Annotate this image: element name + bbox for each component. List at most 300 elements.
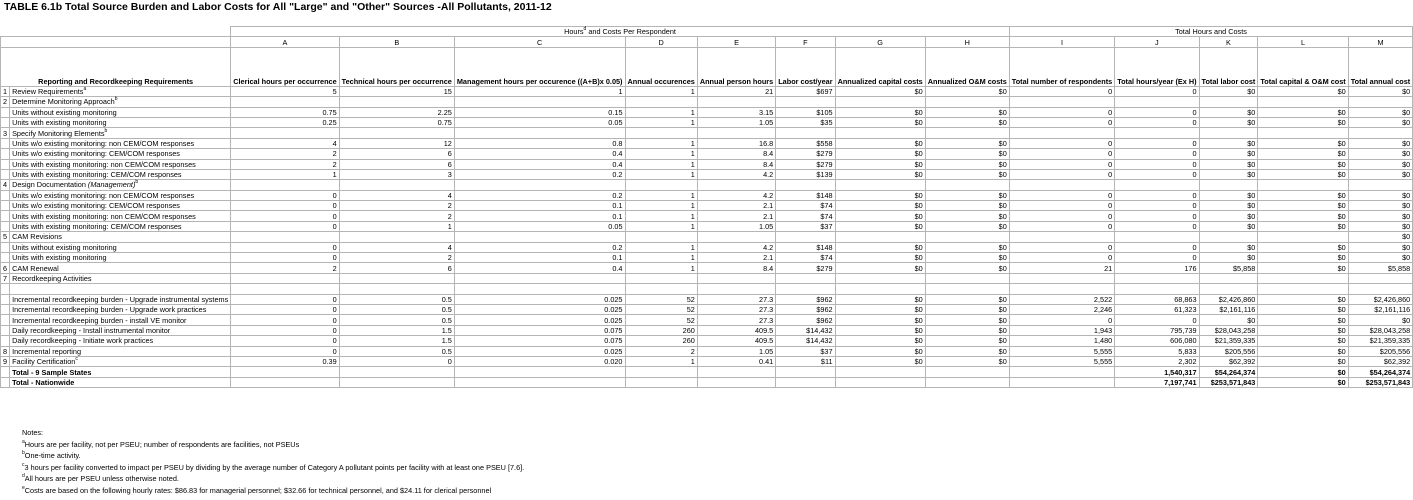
column-letter: D [625, 37, 697, 47]
row-label [10, 377, 231, 387]
row-label-text: Review Requirements [12, 86, 84, 96]
row-label [10, 294, 231, 304]
cell-value [1009, 273, 1114, 283]
cell-value: 1 [625, 107, 697, 117]
cell-value [776, 180, 835, 190]
cell-value: $21,359,335 [1348, 336, 1412, 346]
cell-value: 2.1 [697, 253, 775, 263]
cell-value: 52 [625, 304, 697, 314]
cell-value: 260 [625, 325, 697, 335]
cell-value: 1.5 [339, 336, 454, 346]
row-index [1, 149, 10, 159]
cell-value: $0 [1348, 117, 1412, 127]
column-header: Management hours per occurence ((A+B)x 0.05) [454, 47, 625, 86]
row-label-text: Units with existing monitoring: non CEM/COM responses [12, 159, 196, 169]
row-label-text: Daily recordkeeping - Initiate work practices [12, 336, 154, 346]
cell-value: $0 [1199, 149, 1258, 159]
cell-value: $0 [925, 356, 1009, 366]
row-label [10, 86, 231, 96]
cell-value [454, 377, 625, 387]
cell-value: 0.5 [339, 304, 454, 314]
cell-value: 0.4 [454, 263, 625, 273]
cell-value: 52 [625, 294, 697, 304]
cell-value: $0 [835, 211, 925, 221]
column-letter: G [835, 37, 925, 47]
column-letter: F [776, 37, 835, 47]
row-index [1, 242, 10, 252]
cell-value: 0 [1115, 315, 1199, 325]
cell-value [1348, 97, 1412, 107]
cell-value: 0.025 [454, 294, 625, 304]
blank-corner-2 [1, 37, 231, 47]
table-row [1, 211, 1413, 221]
row-label [10, 159, 231, 169]
row-label [10, 149, 231, 159]
footnote [22, 451, 81, 460]
cell-value: 1.5 [339, 325, 454, 335]
cell-value: 0 [1009, 117, 1114, 127]
cell-value: $62,392 [1199, 356, 1258, 366]
cell-value: $205,556 [1348, 346, 1412, 356]
cell-value: 8.4 [697, 159, 775, 169]
cell-value: 2,302 [1115, 356, 1199, 366]
cell-value: 12 [339, 138, 454, 148]
cell-value [925, 377, 1009, 387]
cell-value: 27.3 [697, 294, 775, 304]
cell-value: $0 [1348, 138, 1412, 148]
column-letter: L [1258, 37, 1348, 47]
cell-value [1009, 97, 1114, 107]
cell-value [1348, 180, 1412, 190]
cell-value [1348, 273, 1412, 283]
cell-value: 1 [625, 253, 697, 263]
cell-value: $0 [835, 117, 925, 127]
cell-value: 0.25 [231, 117, 339, 127]
cell-value: $0 [1258, 263, 1348, 273]
row-label-italic: (Management) [87, 180, 136, 190]
cell-value: 409.5 [697, 325, 775, 335]
cell-value: 4.2 [697, 190, 775, 200]
table-row [1, 128, 1413, 138]
column-header: Annual occurences [625, 47, 697, 86]
cell-value [1258, 232, 1348, 242]
cell-value [1199, 284, 1258, 294]
cell-value: 1 [625, 190, 697, 200]
cell-value: 4 [339, 242, 454, 252]
footnote-text: One-time activity. [24, 451, 81, 461]
cell-value [697, 273, 775, 283]
column-header: Technical hours per occurrence [339, 47, 454, 86]
row-label-text: Units w/o existing monitoring: non CEM/COM responses [12, 138, 195, 148]
cell-value: $0 [835, 159, 925, 169]
row-label-footnote: c [75, 356, 78, 363]
row-label [10, 284, 231, 294]
row-label [10, 263, 231, 273]
cell-value [1258, 180, 1348, 190]
row-label [10, 117, 231, 127]
row-index [1, 253, 10, 263]
row-label-text: CAM Revisions [12, 232, 62, 242]
cell-value: $0 [925, 169, 1009, 179]
cell-value: 4 [231, 138, 339, 148]
row-label [10, 346, 231, 356]
column-header: Annual person hours [697, 47, 775, 86]
cell-value: 1 [625, 201, 697, 211]
cell-value: $0 [1258, 325, 1348, 335]
row-index [1, 325, 10, 335]
row-label-text: Specify Monitoring Elements [12, 128, 105, 138]
cell-value: 68,863 [1115, 294, 1199, 304]
cell-value: 0.2 [454, 190, 625, 200]
cell-value: 4 [339, 190, 454, 200]
cell-value [454, 97, 625, 107]
cell-value: $0 [835, 315, 925, 325]
cell-value: $962 [776, 294, 835, 304]
cell-value [925, 367, 1009, 377]
row-label-text: Incremental recordkeeping burden - install VE monitor [12, 315, 187, 325]
cell-value [1115, 97, 1199, 107]
cell-value: 0 [231, 325, 339, 335]
column-header: Total number of respondents [1009, 47, 1114, 86]
table-row [1, 232, 1413, 242]
row-label [10, 211, 231, 221]
cell-value: 0.39 [231, 356, 339, 366]
table-row [1, 221, 1413, 231]
cell-value: 0 [1115, 221, 1199, 231]
cell-value: 1 [625, 159, 697, 169]
cell-value: $148 [776, 190, 835, 200]
row-label-text: Units with existing monitoring: CEM/COM responses [12, 222, 182, 232]
cell-value [697, 128, 775, 138]
row-index [1, 304, 10, 314]
cell-value: $0 [1348, 242, 1412, 252]
row-index [1, 284, 10, 294]
cell-value: $558 [776, 138, 835, 148]
cell-value: $0 [1199, 107, 1258, 117]
cell-value: 1,540,317 [1115, 367, 1199, 377]
cell-value: 0 [1115, 159, 1199, 169]
cell-value: $0 [925, 149, 1009, 159]
cell-value: 0 [1115, 107, 1199, 117]
cell-value: $0 [925, 242, 1009, 252]
cell-value: $0 [1258, 86, 1348, 96]
row-label-text: Determine Monitoring Approach [12, 97, 115, 107]
row-index [1, 169, 10, 179]
cell-value: 1,943 [1009, 325, 1114, 335]
cell-value: 0 [231, 294, 339, 304]
cell-value: $0 [1199, 190, 1258, 200]
cell-value: 0.5 [339, 294, 454, 304]
hours-rest-label: and Costs Per Respondent [586, 27, 676, 37]
table-row [1, 149, 1413, 159]
cell-value: 5 [231, 86, 339, 96]
cell-value: $0 [835, 242, 925, 252]
cell-value: 2 [231, 263, 339, 273]
table-row [1, 356, 1413, 366]
cell-value: 1 [625, 138, 697, 148]
row-label [10, 107, 231, 117]
cell-value: $253,571,843 [1199, 377, 1258, 387]
table-title: TABLE 6.1b Total Source Burden and Labor Costs for All "Large" and "Other" Sources -All Pollutants, 2011-12 [4, 1, 552, 13]
cell-value: 0 [1009, 211, 1114, 221]
cell-value: 0.4 [454, 159, 625, 169]
cell-value: 0.75 [339, 117, 454, 127]
table-row [1, 284, 1413, 294]
cell-value: $0 [925, 294, 1009, 304]
column-header: Total annual cost [1348, 47, 1412, 86]
cell-value: $0 [1258, 201, 1348, 211]
cell-value: 0 [1115, 117, 1199, 127]
cell-value: $0 [1199, 221, 1258, 231]
column-letter: K [1199, 37, 1258, 47]
cell-value [1115, 273, 1199, 283]
cell-value: $0 [925, 117, 1009, 127]
row-index [1, 190, 10, 200]
cell-value: 0.05 [454, 221, 625, 231]
footnote-text: Notes: [22, 428, 44, 437]
cell-value: $0 [1348, 253, 1412, 263]
cell-value: $0 [835, 201, 925, 211]
cell-value: $0 [1258, 346, 1348, 356]
cell-value: 6 [339, 159, 454, 169]
row-index: 6 [1, 263, 10, 273]
cell-value: $11 [776, 356, 835, 366]
cell-value: 5,555 [1009, 356, 1114, 366]
cell-value: $2,161,116 [1348, 304, 1412, 314]
cell-value [1009, 284, 1114, 294]
cell-value: 1 [625, 169, 697, 179]
cell-value [776, 128, 835, 138]
cell-value [1115, 128, 1199, 138]
row-label-text: Units with existing monitoring: CEM/COM responses [12, 170, 182, 180]
cell-value: $0 [925, 263, 1009, 273]
cell-value [835, 377, 925, 387]
cell-value: $0 [835, 304, 925, 314]
cell-value: 2,246 [1009, 304, 1114, 314]
cell-value: 0.025 [454, 315, 625, 325]
cell-value: 5,833 [1115, 346, 1199, 356]
footnote [22, 463, 524, 472]
cell-value: $0 [1199, 159, 1258, 169]
row-index: 2 [1, 97, 10, 107]
cell-value [454, 367, 625, 377]
cell-value: 2.1 [697, 201, 775, 211]
table-row [1, 263, 1413, 273]
cell-value [925, 273, 1009, 283]
cell-value: 0.2 [454, 242, 625, 252]
cell-value: 1 [625, 221, 697, 231]
row-label-text: Incremental recordkeeping burden - Upgrade instrumental systems [12, 294, 229, 304]
cell-value [776, 97, 835, 107]
row-index: 9 [1, 356, 10, 366]
table-row [1, 304, 1413, 314]
row-label-text: Total - Nationwide [12, 377, 75, 387]
cell-value [454, 128, 625, 138]
row-label [10, 304, 231, 314]
table-row [1, 138, 1413, 148]
cell-value: 0 [1115, 253, 1199, 263]
cell-value [1009, 377, 1114, 387]
cell-value: $0 [1348, 232, 1412, 242]
cell-value [339, 273, 454, 283]
cell-value: $279 [776, 263, 835, 273]
table-row [1, 190, 1413, 200]
row-header-label: Reporting and Recordkeeping Requirements [1, 47, 231, 86]
footnote-marker: e [22, 485, 25, 491]
cell-value [697, 284, 775, 294]
table-row [1, 253, 1413, 263]
cell-value: 2 [231, 159, 339, 169]
row-index [1, 201, 10, 211]
cell-value: 7,197,741 [1115, 377, 1199, 387]
cell-value [1009, 180, 1114, 190]
row-label-footnote: b [114, 96, 118, 103]
row-label [10, 242, 231, 252]
row-label-text: Incremental reporting [12, 346, 82, 356]
cell-value: $105 [776, 107, 835, 117]
cell-value: 27.3 [697, 304, 775, 314]
cell-value: $0 [1199, 315, 1258, 325]
cell-value: $0 [1258, 304, 1348, 314]
row-index: 8 [1, 346, 10, 356]
cell-value [625, 377, 697, 387]
cell-value: $21,359,335 [1199, 336, 1258, 346]
cell-value: 0 [231, 304, 339, 314]
cell-value: $0 [1348, 107, 1412, 117]
cell-value: $0 [1348, 211, 1412, 221]
cell-value [231, 377, 339, 387]
blank-corner [1, 27, 231, 37]
cell-value: 52 [625, 315, 697, 325]
cell-value: $962 [776, 304, 835, 314]
cell-value: 2 [339, 211, 454, 221]
footnote [22, 474, 179, 483]
cell-value: 1.05 [697, 117, 775, 127]
column-letter: I [1009, 37, 1114, 47]
cell-value: 15 [339, 86, 454, 96]
row-label [10, 180, 231, 190]
row-index [1, 221, 10, 231]
footnote-marker: c [22, 461, 25, 468]
row-label [10, 253, 231, 263]
row-label-text: Design Documentation [12, 180, 86, 190]
cell-value: $0 [925, 304, 1009, 314]
cell-value: 0.1 [454, 211, 625, 221]
cell-value [339, 377, 454, 387]
cell-value: $0 [835, 190, 925, 200]
cell-value: 4.2 [697, 169, 775, 179]
cell-value [697, 97, 775, 107]
row-index: 4 [1, 180, 10, 190]
cell-value: $74 [776, 201, 835, 211]
cell-value: 0 [1115, 201, 1199, 211]
cell-value: $0 [1348, 201, 1412, 211]
cell-value: 2,522 [1009, 294, 1114, 304]
column-letter: E [697, 37, 775, 47]
cell-value [339, 284, 454, 294]
cell-value: 0 [1009, 86, 1114, 96]
cell-value [835, 284, 925, 294]
cell-value: 1 [625, 117, 697, 127]
cell-value: $0 [1348, 169, 1412, 179]
row-index [1, 138, 10, 148]
cell-value [776, 273, 835, 283]
cell-value: 2.25 [339, 107, 454, 117]
footnote-text: Hours are per facility, not per PSEU; number of respondents are facilities, not PSEUs [24, 439, 300, 449]
cell-value: 0 [1009, 315, 1114, 325]
cell-value: $0 [835, 107, 925, 117]
cell-value [1009, 232, 1114, 242]
cell-value [339, 180, 454, 190]
cell-value: $0 [1258, 169, 1348, 179]
cell-value [625, 367, 697, 377]
cell-value [776, 232, 835, 242]
cell-value: $0 [925, 315, 1009, 325]
cell-value: $0 [925, 253, 1009, 263]
cell-value: $0 [1258, 107, 1348, 117]
cell-value: $0 [925, 211, 1009, 221]
cell-value: $253,571,843 [1348, 377, 1412, 387]
cell-value: $14,432 [776, 336, 835, 346]
column-header-row [1, 47, 1413, 86]
row-label [10, 232, 231, 242]
cell-value: $0 [1258, 377, 1348, 387]
cell-value: $74 [776, 253, 835, 263]
cell-value: $0 [835, 138, 925, 148]
cell-value: $2,426,860 [1348, 294, 1412, 304]
cell-value: 0 [1009, 221, 1114, 231]
cell-value: $0 [1258, 242, 1348, 252]
row-index [1, 211, 10, 221]
column-letter: M [1348, 37, 1412, 47]
cell-value [625, 284, 697, 294]
cell-value: 0.020 [454, 356, 625, 366]
table-row [1, 86, 1413, 96]
cell-value: $0 [835, 336, 925, 346]
cell-value: $2,161,116 [1199, 304, 1258, 314]
cell-value: $0 [1199, 201, 1258, 211]
cell-value [1009, 128, 1114, 138]
cell-value: $0 [925, 190, 1009, 200]
cell-value: 27.3 [697, 315, 775, 325]
cell-value: 0.4 [454, 149, 625, 159]
cell-value: $54,264,374 [1199, 367, 1258, 377]
cell-value: 0 [231, 211, 339, 221]
cell-value: $0 [1348, 315, 1412, 325]
cell-value [339, 128, 454, 138]
column-header: Total labor cost [1199, 47, 1258, 86]
cell-value [1199, 180, 1258, 190]
cell-value: $0 [925, 138, 1009, 148]
row-index: 1 [1, 86, 10, 96]
row-label-footnote: a [83, 85, 87, 92]
cell-value [231, 128, 339, 138]
cell-value [1199, 273, 1258, 283]
row-label [10, 128, 231, 138]
cell-value: $5,858 [1199, 263, 1258, 273]
cell-value: 1.05 [697, 346, 775, 356]
cell-value: $0 [1199, 169, 1258, 179]
cell-value [454, 273, 625, 283]
cell-value: $0 [1348, 221, 1412, 231]
cell-value: $5,858 [1348, 263, 1412, 273]
row-index [1, 107, 10, 117]
cell-value [697, 180, 775, 190]
cell-value: 0 [231, 221, 339, 231]
row-label [10, 325, 231, 335]
cell-value: 0 [1009, 107, 1114, 117]
totals-group-header: Total Hours and Costs [1009, 27, 1412, 37]
